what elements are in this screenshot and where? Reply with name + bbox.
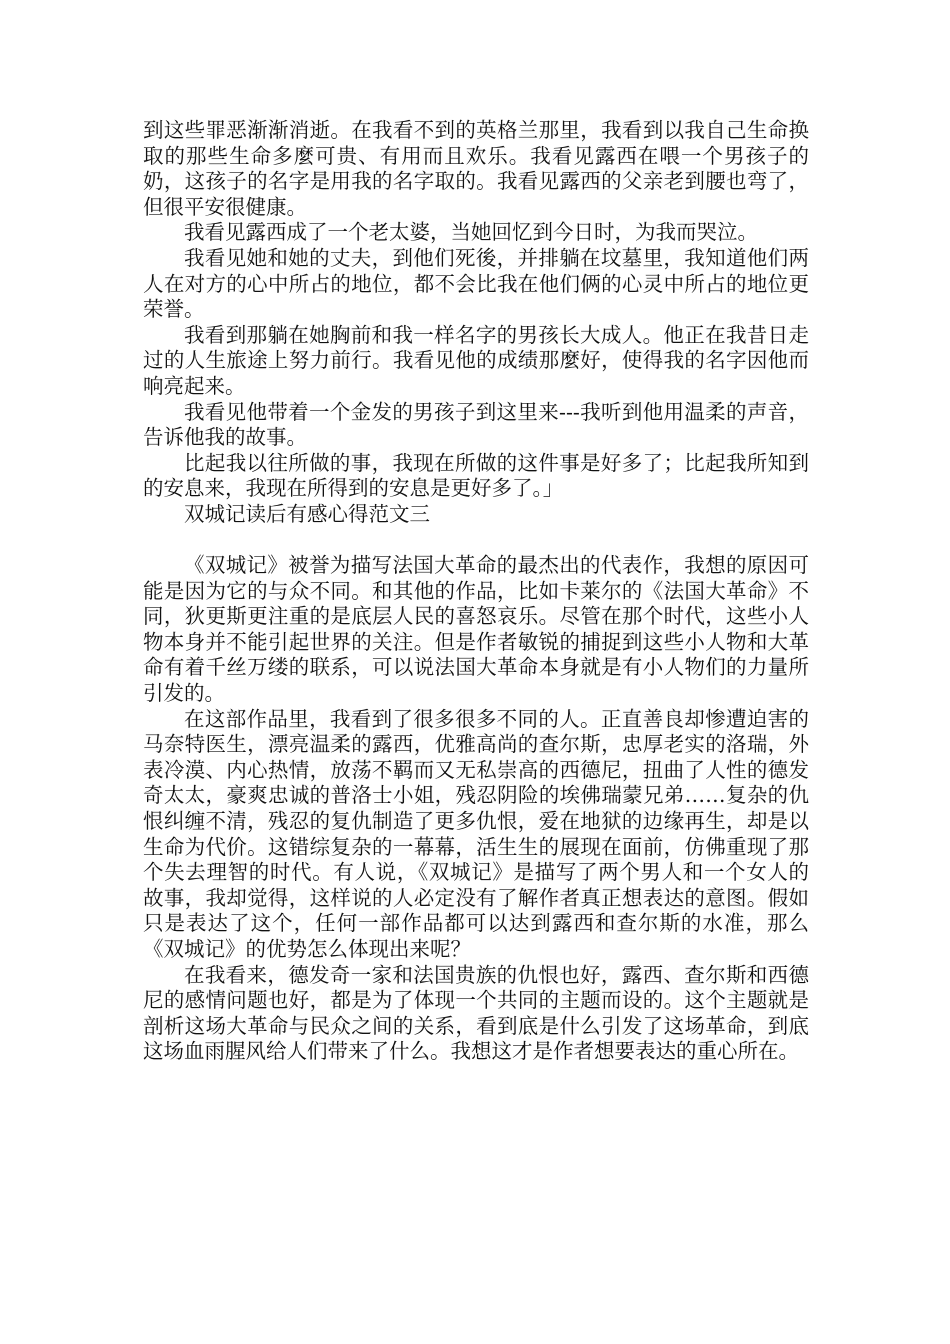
- paragraph: 在我看来，德发奇一家和法国贵族的仇恨也好，露西、查尔斯和西德尼的感情问题也好，都是为了体现一个共同的主题而设的。这个主题就是剖析这场大革命与民众之间的关系，看到底是什么引发了这场革命，到底这场血雨腥风给人们带来了什么。我想这才是作者想要表达的重心所在。: [143, 962, 809, 1064]
- paragraph: 我看见露西成了一个老太婆，当她回忆到今日时，为我而哭泣。: [184, 220, 758, 245]
- paragraph-continued: 到这些罪恶渐渐消逝。在我看不到的英格兰那里，我看到以我自己生命换取的那些生命多麼可贵、有用而且欢乐。我看见露西在喂一个男孩子的奶，这孩子的名字是用我的名字取的。我看见露西的父亲老到腰也弯了，但很平安很健康。: [143, 118, 809, 219]
- blank-line: [143, 528, 809, 554]
- section-heading: 双城记读后有感心得范文三: [184, 501, 430, 526]
- paragraph: 我看见她和她的丈夫，到他们死後，并排躺在坟墓里，我知道他们两人在对方的心中所占的地位，都不会比我在他们俩的心灵中所占的地位更荣誉。: [143, 245, 809, 322]
- paragraph: 比起我以往所做的事，我现在所做的这件事是好多了；比起我所知到的安息来，我现在所得到的安息是更好多了。」: [143, 450, 809, 501]
- paragraph: 我看见他带着一个金发的男孩子到这里来---我听到他用温柔的声音，告诉他我的故事。: [143, 399, 809, 450]
- paragraph: 我看到那躺在她胸前和我一样名字的男孩长大成人。他正在我昔日走过的人生旅途上努力前行。我看见他的成绩那麼好，使得我的名字因他而响亮起来。: [143, 322, 809, 398]
- paragraph: 在这部作品里，我看到了很多很多不同的人。正直善良却惨遭迫害的马奈特医生，漂亮温柔的露西，优雅高尚的查尔斯，忠厚老实的洛瑞，外表冷漠、内心热情，放荡不羁而又无私崇高的西德尼，扭曲了人性的德发奇太太，豪爽忠诚的普洛士小姐，残忍阴险的埃佛瑞蒙兄弟……复杂的仇恨纠缠不清，残忍的复仇制造了更多仇恨，爱在地狱的边缘再生，却是以生命为代价。这错综复杂的一幕幕，活生生的展现在面前，仿佛重现了那个失去理智的时代。有人说，《双城记》是描写了两个男人和一个女人的故事，我却觉得，这样说的人必定没有了解作者真正想表达的意图。假如只是表达了这个，任何一部作品都可以达到露西和查尔斯的水准，那么《双城记》的优势怎么体现出来呢？: [143, 706, 809, 961]
- paragraph: 《双城记》被誉为描写法国大革命的最杰出的代表作，我想的原因可能是因为它的与众不同。和其他的作品，比如卡莱尔的《法国大革命》不同，狄更斯更注重的是底层人民的喜怒哀乐。尽管在那个时代，这些小人物本身并不能引起世界的关注。但是作者敏锐的捕捉到这些小人物和大革命有着千丝万缕的联系，可以说法国大革命本身就是有小人物们的力量所引发的。: [143, 553, 809, 706]
- document-body: [143, 118, 809, 1065]
